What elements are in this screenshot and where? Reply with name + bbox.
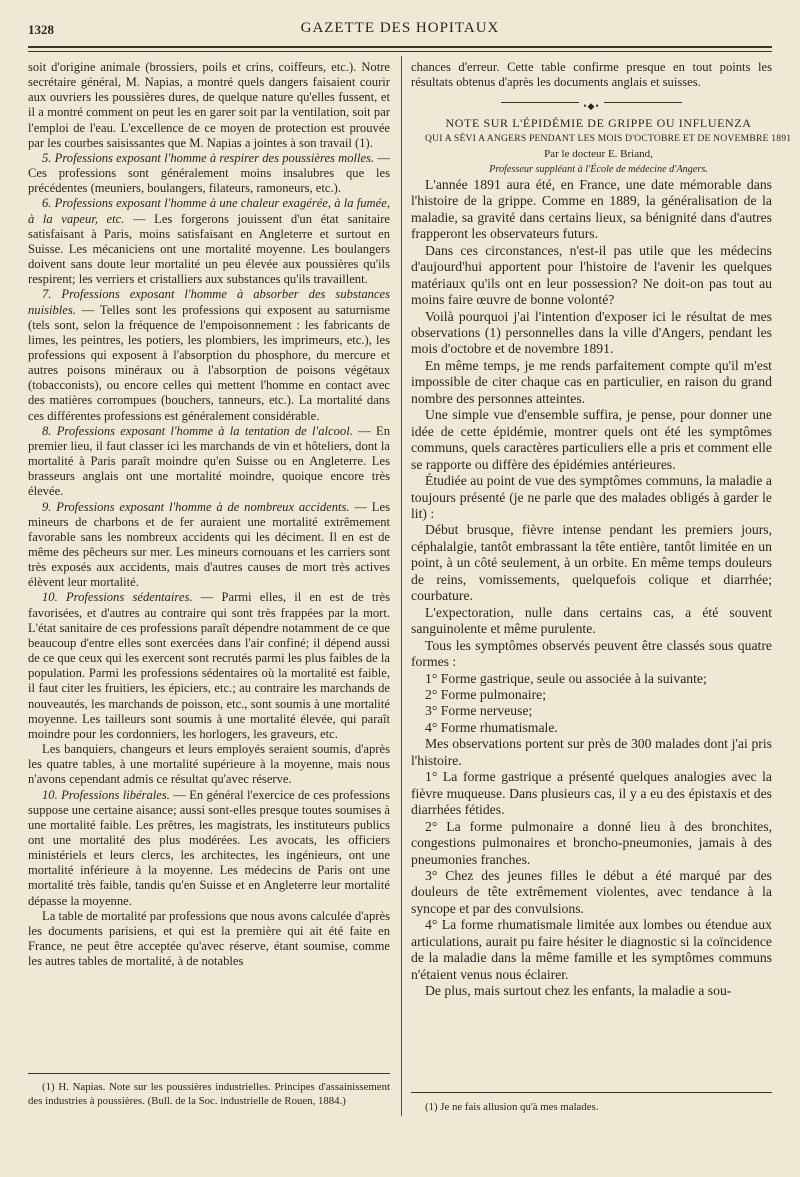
paragraph: chances d'erreur. Cette table confirme presque en tout points les résultats obtenus d'après les documents anglais et suisses. xyxy=(411,60,772,90)
paragraph xyxy=(28,196,390,287)
paragraph-body: — Ces professions sont généralement moins insalubres que les précédentes (meuniers, boulangers, filateurs, ramoneurs, etc.). xyxy=(28,150,390,196)
running-title: GAZETTE DES HOPITAUX xyxy=(300,20,500,36)
list-item: 3° Forme nerveuse; xyxy=(425,703,533,719)
paragraph: 4° La forme rhumatismale limitée aux lombes ou étendue aux articulations, aurait pu faire hésiter le diagnostic si la coïncidence de la maladie dans la même famille et les symptômes communs n'étaient venus nous éclairer. xyxy=(411,917,772,982)
continued-text xyxy=(411,60,792,177)
paragraph-body: — Les forgerons jouissent d'un état sanitaire satisfaisant à Paris, moins satisfaisant en Angleterre et surtout en Suisse. Les mécaniciens ont une mortalité moyenne. Les boulangers doivent sans doute leur mortalité un peu élevée aux poussières qu'ils respirent; les verriers et cristalliers aux substances qu'ils travaillent. xyxy=(28,211,390,287)
column-divider xyxy=(401,56,402,1116)
page-header xyxy=(28,14,772,44)
paragraph: 3° Chez des jeunes filles le début a été marqué par des douleurs de tête extrêmement violentes, avec tendance à la syncope et par des convulsions. xyxy=(411,867,772,916)
paragraph: L'expectoration, nulle dans certains cas, a été souvent sanguinolente et même purulente. xyxy=(411,604,772,637)
paragraph-body: — En premier lieu, il faut classer ici les marchands de vin et hôteliers, dont la mortalité à Paris paraît moindre qu'en Suisse ou en Angleterre. Les brasseurs anglais ont une mortalité moindre, quoique encore très élevée. xyxy=(28,423,390,499)
paragraph: De plus, mais surtout chez les enfants, la maladie a sou- xyxy=(425,983,732,999)
left-column xyxy=(28,60,390,969)
ornament-glyph: •◆• xyxy=(579,101,603,111)
paragraph xyxy=(28,500,390,591)
footnote-rule xyxy=(411,1092,772,1093)
paragraph-body: — Les mineurs de charbons et de fer auraient une mortalité extrêmement favorable sans les nombreux accidents qui les déciment. Il en est de même des pêcheurs sur mer. Les mineurs cornouans et les carriers sont très exposés aux accidents, mais d'autres causes de mort très actives élèvent leur mortalité. xyxy=(28,499,390,590)
section-heading: 7. Professions exposant l'homme à absorber des substances nuisibles. xyxy=(28,287,390,317)
byline: Par le docteur E. Briand, xyxy=(544,147,653,160)
list-item: 1° Forme gastrique, seule ou associée à la suivante; xyxy=(425,670,707,686)
paragraph: Une simple vue d'ensemble suffira, je pense, pour donner une idée de cette épidémie, montrer quels ont été les symptômes communs, quels caractères particuliers elle a pris et comment elle se rapporte ou diffère des épidémies antérieures. xyxy=(411,407,772,472)
paragraph: Mes observations portent sur près de 300 malades dont j'ai pris l'histoire. xyxy=(411,736,772,768)
section-ornament xyxy=(411,98,772,112)
paragraph-body: — En général l'exercice de ces professions suppose une certaine aisance; aussi sont-elles presque toutes soumises à une mortalité faible. Les prêtres, les magistrats, les instituteurs publics ont une mortalité des plus modérées. Les avocats, les officiers ministériels et leurs clercs, les architectes, les ingénieurs, ont une mortalité inférieure à la moyenne. Les médecins de Paris ont une mortalité très faible, tandis qu'en Suisse et en Angleterre leur mortalité dépasse la moyenne. xyxy=(28,787,390,908)
paragraph: Tous les symptômes observés peuvent être classés sous quatre formes : xyxy=(411,637,772,670)
article-subtitle: QUI A SÉVI A ANGERS PENDANT LES MOIS D'OCTOBRE ET DE NOVEMBRE 1891 xyxy=(425,133,792,145)
paragraph: Dans ces circonstances, n'est-il pas utile que les médecins d'aujourd'hui apportent pour l'histoire de l'avenir les quelques matériaux qu'ils ont en leur possession? Ne doit-on pas tout au moins faire œuvre de bonne volonté? xyxy=(411,242,772,308)
footnote: (1) H. Napias. Note sur les poussières industrielles. Principes d'assainissement des industries à poussières. (Bull. de la Soc. industrielle de Rouen, 1884.) xyxy=(28,1081,390,1107)
section-heading: 9. Professions exposant l'homme à de nombreux accidents. xyxy=(42,499,350,514)
section-heading: 10. Professions libérales. xyxy=(42,787,170,802)
paragraph xyxy=(28,287,390,423)
article-title: NOTE SUR L'ÉPIDÉMIE DE GRIPPE OU INFLUENZA xyxy=(445,116,752,131)
header-rule-thick xyxy=(28,46,772,48)
right-column xyxy=(411,60,792,1000)
paragraph: Les banquiers, changeurs et leurs employés seraient soumis, d'après les quatre tables, à une mortalité supérieure à la moyenne, mais nous n'avons cependant admis ce résultat qu'avec réserve. xyxy=(28,742,390,787)
list-item: 4° Forme rhumatismale. xyxy=(425,719,558,735)
paragraph-body: — Parmi elles, il en est de très favorisées, et d'autres au contraire qui sont très frappées par la mort. L'état sanitaire de ces professions paraît dépendre notamment de ce que beaucoup d'entre elles sont exercées dans l'air confiné; il dépend aussi de ce que ceux qui les exercent sont recrutés parmi les plus faibles de la population. Parmi les professions sédentaires où la mortalité est faible, il faut citer les fruitiers, les épiciers, etc.; au contraire les marchands de nouveautés, les marchands de poisson, etc., sont soumis à une mortalité moyenne. Les tailleurs sont soumis à une mortalité élevée, qui paraît moindre pour les cordonniers, les horlogers, les graveurs, etc. xyxy=(28,590,391,741)
paragraph xyxy=(28,151,390,196)
list-item: 2° Forme pulmonaire; xyxy=(425,686,547,702)
paragraph: L'année 1891 aura été, en France, une date mémorable dans l'histoire de la grippe. Comme en 1889, la généralisation de la maladie, sa gravité dans certains lieux, sa bénignité dans d'autres frapperont les observateurs futurs. xyxy=(411,176,772,242)
paragraph: En même temps, je me rends parfaitement compte qu'il m'est impossible de citer chaque cas en particulier, en raison du grand nombre des personnes atteintes. xyxy=(411,357,772,406)
paragraph xyxy=(28,788,390,909)
section-heading: 8. Professions exposant l'homme à la tentation de l'alcool. xyxy=(42,423,353,438)
section-heading: 5. Professions exposant l'homme à respirer des poussières molles. xyxy=(42,150,375,165)
paragraph: Début brusque, fièvre intense pendant les premiers jours, céphalalgie, tantôt embrassant la tête entière, tantôt limitée en un point, à un côté seulement, à un orbite. En même temps douleurs de reins, vomissements, quelquefois colique et diarrhée; courbature. xyxy=(411,522,772,604)
paragraph xyxy=(28,424,390,500)
page-number: 1328 xyxy=(28,22,54,37)
paragraph: 1° La forme gastrique a présenté quelques analogies avec la fièvre muqueuse. Dans plusieurs cas, il y a eu des épistaxis et des diarrhées fétides. xyxy=(411,769,772,818)
header-rule-thin xyxy=(28,51,772,52)
paragraph: 2° La forme pulmonaire a donné lieu à des bronchites, congestions pulmonaires et broncho-pneumonies, jamais à des pneumonies franches. xyxy=(411,818,772,867)
paragraph: Voilà pourquoi j'ai l'intention d'exposer ici le résultat de mes observations (1) personnelles dans la ville d'Angers, pendant les mois d'octobre et de novembre 1891. xyxy=(411,308,772,357)
paragraph-body: — Telles sont les professions qui exposent au saturnisme (tels sont, selon la fréquence de l'empoisonnement : les fabricants de limes, les peintres, les potiers, les plombiers, les imprimeurs, etc.), les professions qui exposent à l'absorption du phosphore, du mercure et autres poisons minéraux ou à l'absorption de poisons végétaux (tobacconists), ou encore celles qui mettent l'homme en contact avec des matières corrompues (bouchers, tanneurs, etc.). La mortalité dans ces différentes professions est généralement considérable. xyxy=(28,302,390,423)
paragraph xyxy=(28,590,390,742)
footnote: (1) Je ne fais allusion qu'à mes malades. xyxy=(425,1101,599,1113)
paragraph: La table de mortalité par professions que nous avons calculée d'après les documents parisiens, et qui est la première qui ait été faite en France, ne peut être acceptée qu'avec réserve, étant soumise, comme les autres tables de mortalité, à de notables xyxy=(28,908,390,969)
paragraph: Étudiée au point de vue des symptômes communs, la maladie a toujours présenté (je ne parle que des malades obligés à garder le lit) : xyxy=(411,473,772,521)
section-heading: 6. Professions exposant l'homme à une chaleur exagérée, à la fumée, à la vapeur, etc. xyxy=(28,196,390,226)
section-heading: 10. Professions sédentaires. xyxy=(42,590,193,605)
author-affiliation: Professeur suppléant à l'École de médecine d'Angers. xyxy=(489,163,708,175)
footnote-rule xyxy=(28,1073,390,1074)
paragraph: soit d'origine animale (brossiers, poils et crins, coiffeurs, etc.). Notre secrétaire général, M. Napias, a montré quels dangers faisaient courir aux ouvriers les poussières dures, de quelque nature qu'elles fussent, et il a montré comment on peut les en garer soit par la ventilation, soit par l'emploi de l'eau. L'excellence de ce moyen de protection est prouvée par les courbes saisissantes que M. Napias a jointes à son travail (1). xyxy=(28,60,390,150)
